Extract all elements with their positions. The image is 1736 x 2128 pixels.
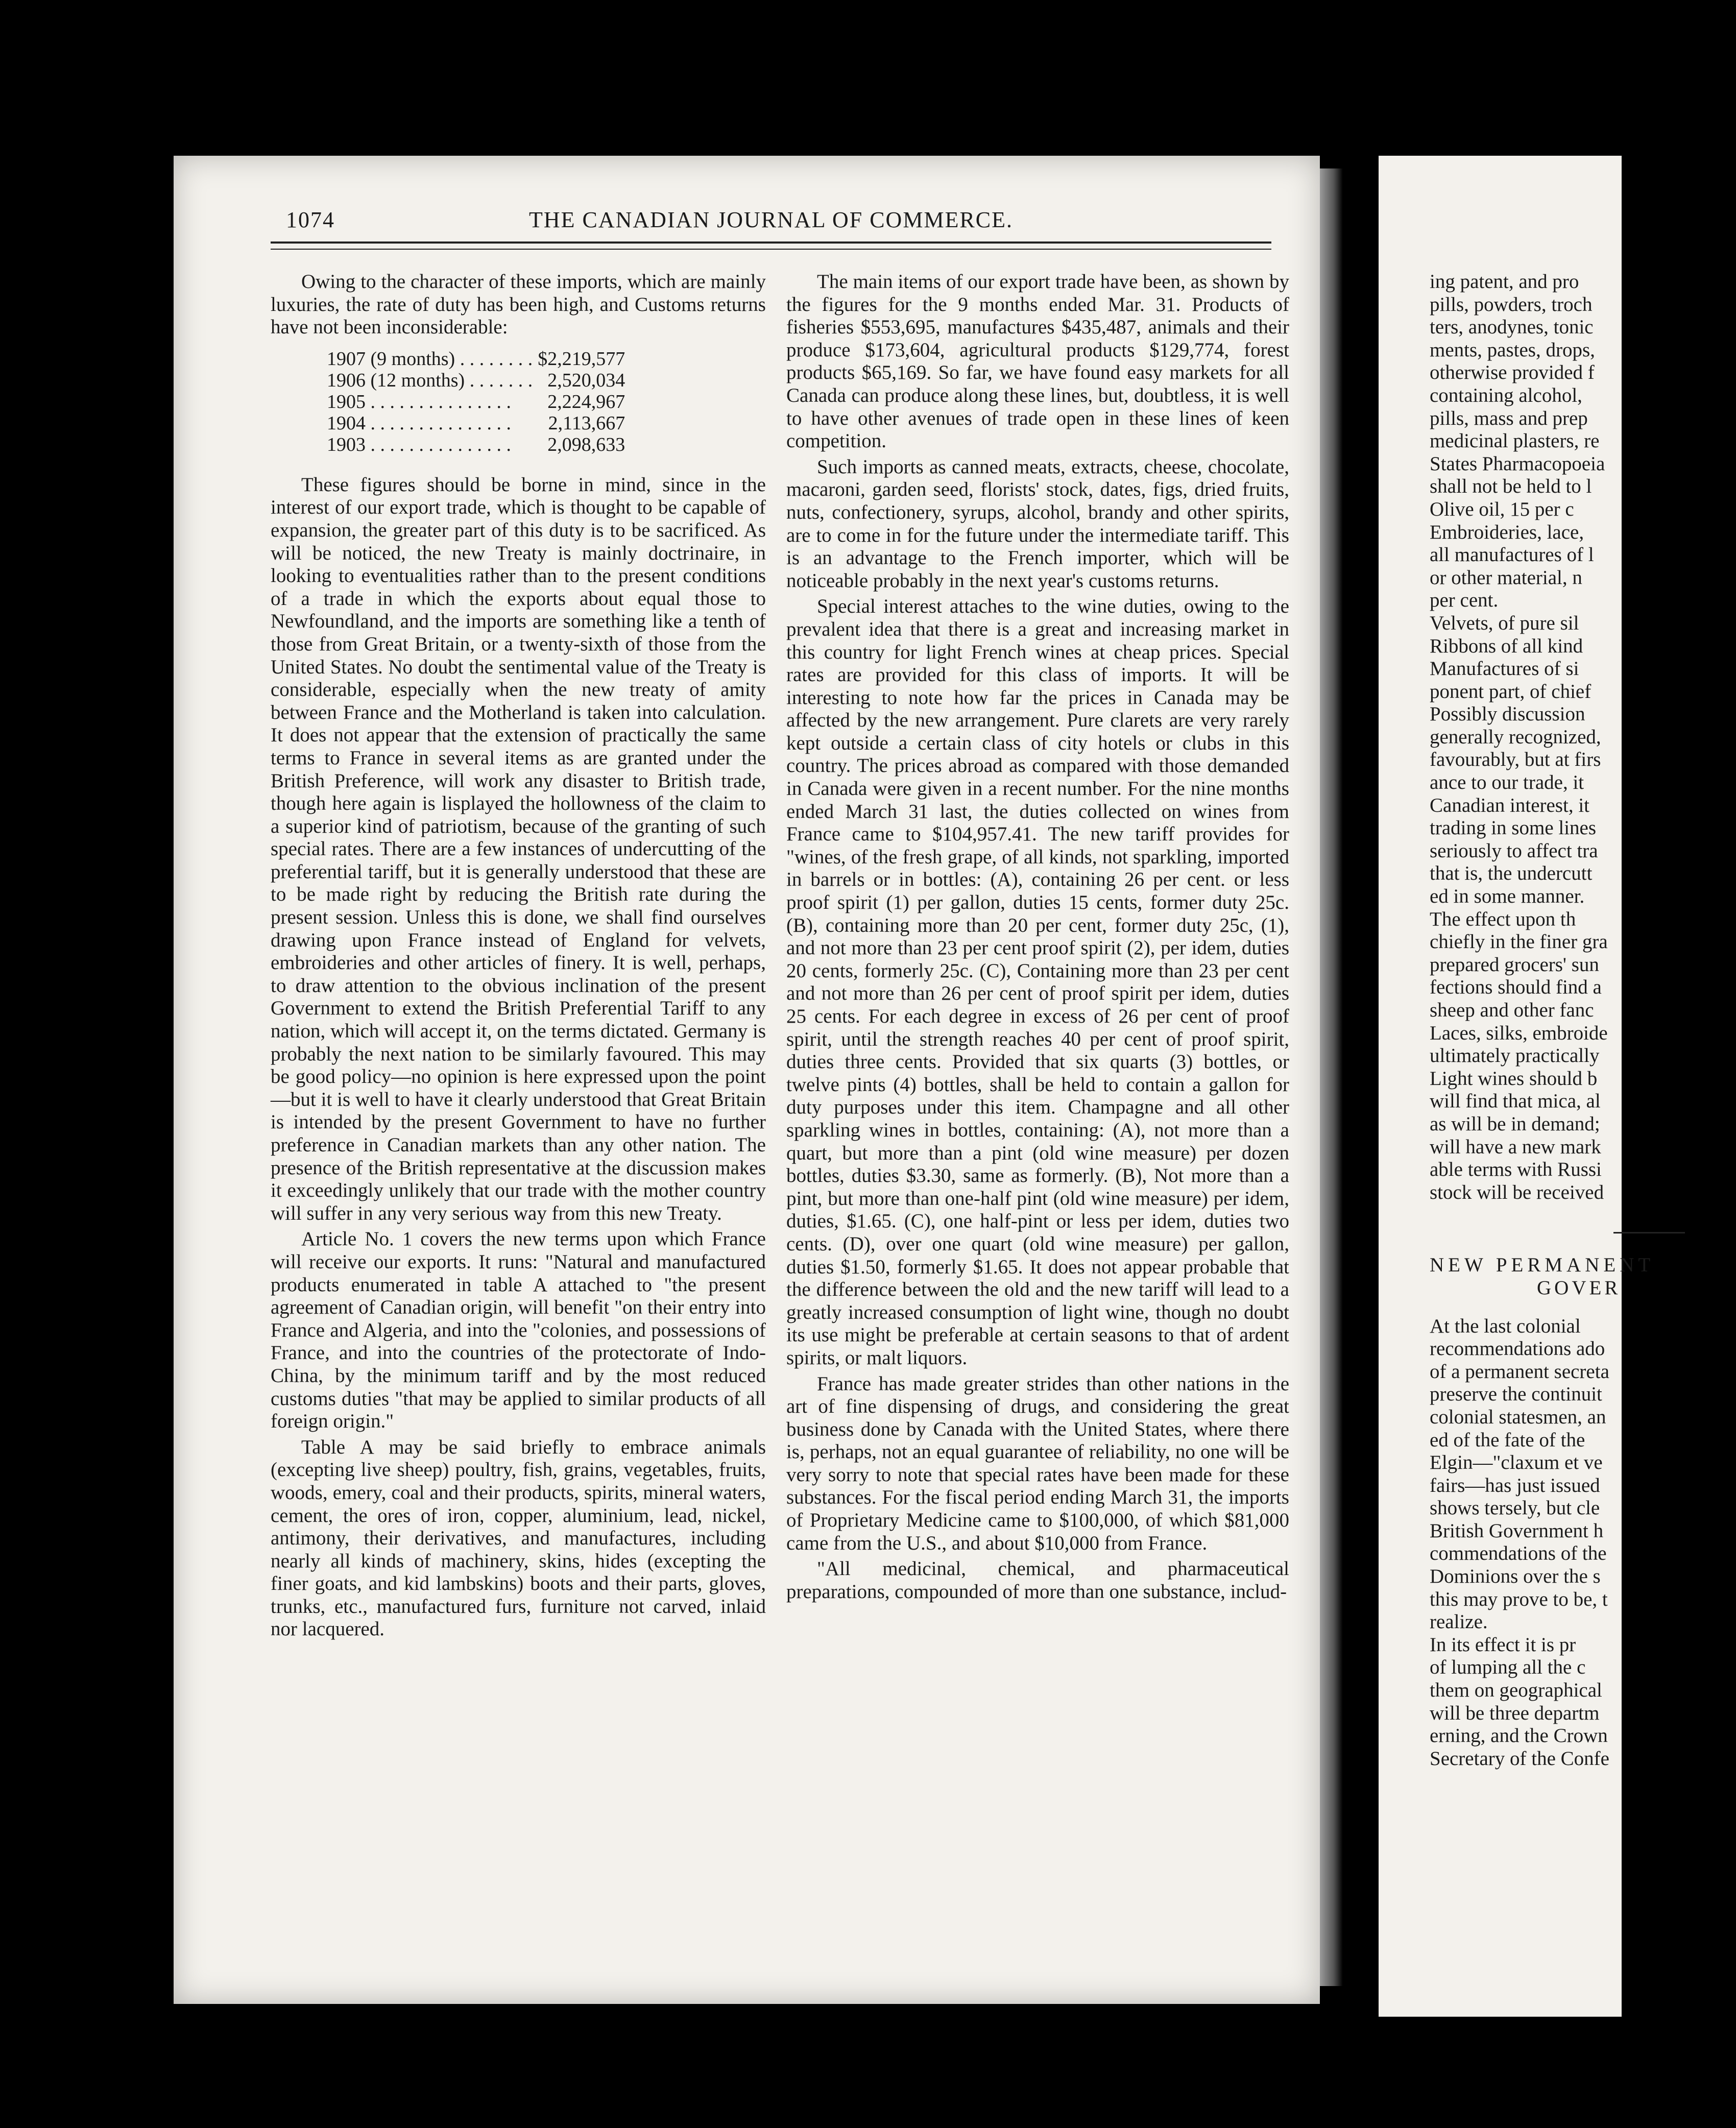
text-line: will find that mica, al	[1430, 1090, 1601, 1113]
text-line: preserve the continuit	[1430, 1383, 1602, 1406]
table-row	[327, 391, 625, 413]
text-line: Laces, silks, embroide	[1430, 1022, 1608, 1044]
text-line: chiefly in the finer gra	[1430, 931, 1608, 953]
text-line: pills, mass and prep	[1430, 407, 1588, 429]
header-rule-thin	[271, 249, 1271, 250]
customs-year: 1904 . . . . . . . . . . . . . . .	[327, 412, 511, 434]
text-line: Ribbons of all kind	[1430, 635, 1583, 657]
page-header	[286, 207, 1256, 237]
section-subheading: GOVER	[1537, 1276, 1621, 1299]
text-line: Dominions over the s	[1430, 1565, 1601, 1588]
header-rule-thick	[271, 241, 1271, 244]
text-line: ance to our trade, it	[1430, 771, 1584, 794]
table-row	[327, 370, 625, 391]
paragraph: Table A may be said briefly to embrace animals (excepting live sheep) poultry, fish, grains, vegetables, fruits, woods, emery, coal and their products, spirits, mineral waters, cement, the ores of iron, copper, aluminium, lead, nickel, antimony, their derivatives, and manufactures, including nearly all kinds of machinery, skins, hides (excepting the finer goats, and kid lambskins) boots and their parts, gloves, trunks, etc., manufactured furs, furniture not carved, inlaid nor lacquered.	[271, 1436, 766, 1640]
text-line: Manufactures of si	[1430, 658, 1579, 680]
text-line: realize.	[1430, 1611, 1488, 1633]
page-number: 1074	[286, 207, 335, 232]
text-line: otherwise provided f	[1430, 361, 1595, 384]
customs-year: 1907 (9 months) . . . . . . . .	[327, 348, 533, 370]
text-line: containing alcohol,	[1430, 384, 1582, 406]
paragraph: Article No. 1 covers the new terms upon which France will receive our exports. It runs: "Natural and manufactured products enumerated in table A attached to "the present agreement of Canadian origin, will benefit "on their entry into France and Algeria, and into the "colonies, and possessions of France, and into the countries of the protectorate of Indo-China, by the minimum tariff and by the most reduced customs duties "that may be applied to similar products of all foreign origin."	[271, 1228, 766, 1433]
text-line: generally recognized,	[1430, 726, 1601, 748]
text-line: them on geographical	[1430, 1679, 1602, 1702]
text-line: Olive oil, 15 per c	[1430, 498, 1574, 520]
text-line: erning, and the Crown	[1430, 1725, 1608, 1747]
text-line: Canadian interest, it	[1430, 794, 1589, 816]
section-divider	[1613, 1232, 1685, 1234]
text-line: recommendations ado	[1430, 1338, 1605, 1360]
customs-amount: 2,113,667	[548, 412, 625, 434]
text-line: Possibly discussion	[1430, 703, 1585, 726]
text-line: or other material, n	[1430, 566, 1582, 589]
text-line: medicinal plasters, re	[1430, 430, 1600, 452]
customs-year: 1903 . . . . . . . . . . . . . . .	[327, 433, 511, 455]
journal-title: THE CANADIAN JOURNAL OF COMMERCE.	[528, 207, 1014, 232]
table-row	[327, 434, 625, 455]
text-line: per cent.	[1430, 589, 1499, 612]
paragraph: Such imports as canned meats, extracts, cheese, chocolate, macaroni, garden seed, florists' stock, dates, figs, dried fruits, nuts, confectionery, syrups, alcohol, brandy and other spirits, are to come in for the future under the intermediate tariff. This is an advantage to the French importer, which will be noticeable probably in the next year's customs returns.	[786, 455, 1289, 592]
text-line: colonial statesmen, an	[1430, 1406, 1606, 1428]
text-line: of a permanent secreta	[1430, 1360, 1609, 1383]
journal-page	[174, 156, 1320, 2004]
left-column	[271, 271, 766, 1644]
text-line: ultimately practically	[1430, 1045, 1600, 1067]
customs-amount: 2,098,633	[547, 433, 625, 455]
text-line: Velvets, of pure sil	[1430, 612, 1579, 634]
facing-text-block	[1430, 1315, 1736, 1771]
text-line: The effect upon th	[1430, 908, 1576, 930]
text-line: ters, anodynes, tonic	[1430, 316, 1594, 338]
text-line: Light wines should b	[1430, 1067, 1598, 1090]
customs-amount: $2,219,577	[538, 348, 625, 370]
text-line: At the last colonial	[1430, 1315, 1581, 1337]
text-line: ed of the fate of the	[1430, 1429, 1585, 1451]
text-line: pills, powders, troch	[1430, 293, 1593, 316]
text-line: stock will be received	[1430, 1181, 1604, 1203]
text-line: fairs—has just issued	[1430, 1474, 1600, 1496]
text-line: shall not be held to l	[1430, 475, 1592, 498]
text-line: shows tersely, but cle	[1430, 1497, 1600, 1519]
paragraph: The main items of our export trade have been, as shown by the figures for the 9 months ended Mar. 31. Products of fisheries $553,695, manufactures $435,487, animals and their produce $173,604, agricultural products $129,774, forest products $65,169. So far, we have found easy markets for all Canada can produce along these lines, but, doubtless, it is well to have other avenues of trade open in these lines of keen competition.	[786, 271, 1289, 452]
customs-year: 1905 . . . . . . . . . . . . . . .	[327, 391, 511, 413]
text-line: all manufactures of l	[1430, 544, 1594, 566]
paragraph: Owing to the character of these imports, which are mainly luxuries, the rate of duty has been high, and Customs returns have not been inconsiderable:	[271, 271, 766, 338]
customs-returns-table	[327, 348, 625, 455]
text-line: Elgin—"claxum et ve	[1430, 1452, 1603, 1474]
table-row	[327, 348, 625, 370]
text-line: States Pharmacopoeia	[1430, 452, 1605, 475]
text-line: that is, the undercutt	[1430, 862, 1593, 885]
paragraph: "All medicinal, chemical, and pharmaceutical preparations, compounded of more than one substance, includ-	[786, 1558, 1289, 1603]
text-line: sheep and other fanc	[1430, 999, 1594, 1021]
section-heading: NEW PERMANENT	[1430, 1254, 1655, 1276]
facing-text-block	[1430, 271, 1736, 1204]
text-line: ed in some manner.	[1430, 885, 1585, 908]
text-line: able terms with Russi	[1430, 1158, 1602, 1181]
text-line: seriously to affect tra	[1430, 839, 1598, 862]
text-line: commendations of the	[1430, 1542, 1607, 1565]
paragraph: Special interest attaches to the wine duties, owing to the prevalent idea that there is a great and increasing market in this country for light French wines at cheap prices. Special rates are provided for this class of imports. It will be interesting to note how far the prices in Canada may be affected by the new arrangement. Pure clarets are very rarely kept outside a certain class of city hotels or clubs in this country. The prices abroad as compared with those demanded in Canada were given in a recent number. For the nine months ended March 31 last, the duties collected on wines from France came to $104,957.41. The new tariff provides for "wines, of the fresh grape, of all kinds, not sparkling, imported in barrels or in bottles: (A), containing 26 per cent. or less proof spirit (1) per gallon, duties 15 cents, former duty 25c. (B), containing more than 20 per cent, former duty 25c, (1), and not more than 23 per cent proof spirit (2), per idem, duties 20 cents, formerly 25c. (C), Containing more than 23 per cent and not more than 26 per cent of proof spirit per idem, duties 25 cents. For each degree in excess of 26 per cent of proof spirit, until the strength reaches 40 per cent of proof spirit, duties three cents. Provided that six quarts (3) bottles, or twelve pints (4) bottles, shall be held to contain a gallon for duty purposes under this item. Champagne and all other sparkling wines in bottles, containing: (A), not more than a quart, but more than a pint (old wine measure) per dozen bottles, duties $3.30, same as formerly. (B), Not more than a pint, but more than one-half pint (old wine measure) per idem, duties, $1.65. (C), one half-pint or less per idem, duties two cents. (D), over one quart (old wine measure) per gallon, duties $1.50, formerly $1.65. It does not appear probable that the difference between the old and the new tariff will lead to a greatly increased consumption of light wine, though no doubt its use might be preferable at certain seasons to that of ardent spirits, or malt liquors.	[786, 595, 1289, 1369]
text-line: favourably, but at firs	[1430, 748, 1601, 771]
customs-amount: 2,224,967	[547, 391, 625, 413]
customs-amount: 2,520,034	[547, 369, 625, 391]
page-gutter	[1320, 168, 1343, 1986]
text-line: Secretary of the Confe	[1430, 1747, 1609, 1770]
text-line: ponent part, of chief	[1430, 680, 1592, 703]
text-line: will have a new mark	[1430, 1135, 1601, 1158]
text-line: this may prove to be, t	[1430, 1588, 1608, 1610]
text-line: prepared grocers' sun	[1430, 953, 1599, 976]
text-line: of lumping all the c	[1430, 1656, 1586, 1679]
table-row	[327, 413, 625, 434]
text-line: will be three departm	[1430, 1702, 1600, 1724]
text-line: British Government h	[1430, 1519, 1604, 1542]
text-line: Embroideries, lace,	[1430, 521, 1584, 543]
text-line: ments, pastes, drops,	[1430, 338, 1595, 361]
paragraph: France has made greater strides than other nations in the art of fine dispensing of drugs, and considering the great business done by Canada with the United States, where there is, perhaps, not an equal guarantee of reliability, no one will be very sorry to note that special rates have been made for these substances. For the fiscal period ending March 31, the imports of Proprietary Medicine came to $100,000, of which $81,000 came from the U.S., and about $10,000 from France.	[786, 1372, 1289, 1554]
facing-page	[1379, 156, 1655, 2017]
text-line: In its effect it is pr	[1430, 1633, 1576, 1656]
text-line: fections should find a	[1430, 976, 1602, 999]
middle-column	[786, 271, 1289, 1606]
text-line: as will be in demand;	[1430, 1113, 1600, 1135]
text-line: trading in some lines	[1430, 817, 1597, 839]
customs-year: 1906 (12 months) . . . . . . .	[327, 369, 533, 391]
text-line: ing patent, and pro	[1430, 271, 1579, 293]
paragraph: These figures should be borne in mind, since in the interest of our export trade, which is thought to be capable of expansion, the greater part of this duty is to be sacrificed. As will be noticed, the new Treaty is mainly doctrinaire, in looking to eventualities rather than to the present conditions of a trade in which the exports about equal those to Newfoundland, and the imports are something like a tenth of those from Great Britain, or a twenty-sixth of those from the United States. No doubt the sentimental value of the Treaty is considerable, especially when the new treaty of amity between France and the Motherland is taken into calculation. It does not appear that the extension of practically the same terms to France in several items as are granted under the British Preference, will work any disaster to British trade, though here again is lisplayed the hollowness of the claim to a superior kind of patriotism, because of the granting of such special rates. There are a few instances of undercutting of the preferential tariff, but it is generally understood that these are to be made right by reducing the British rate during the present session. Unless this is done, we shall find ourselves drawing upon France instead of England for velvets, embroideries and other articles of finery. It is well, perhaps, to draw attention to the obvious inclination of the present Government to extend the British Preferential Tariff to any nation, which will accept it, on the terms dictated. Germany is probably the next nation to be similarly favoured. This may be good policy—no opinion is here expressed upon the point —but it is well to have it clearly understood that Great Britain is intended by the present Government to have no further preference in Canadian markets than any other nation. The presence of the British representative at the discussion makes it exceedingly unlikely that our trade with the mother country will suffer in any very serious way from this new Treaty.	[271, 473, 766, 1224]
facing-page-column	[1430, 271, 1736, 1770]
